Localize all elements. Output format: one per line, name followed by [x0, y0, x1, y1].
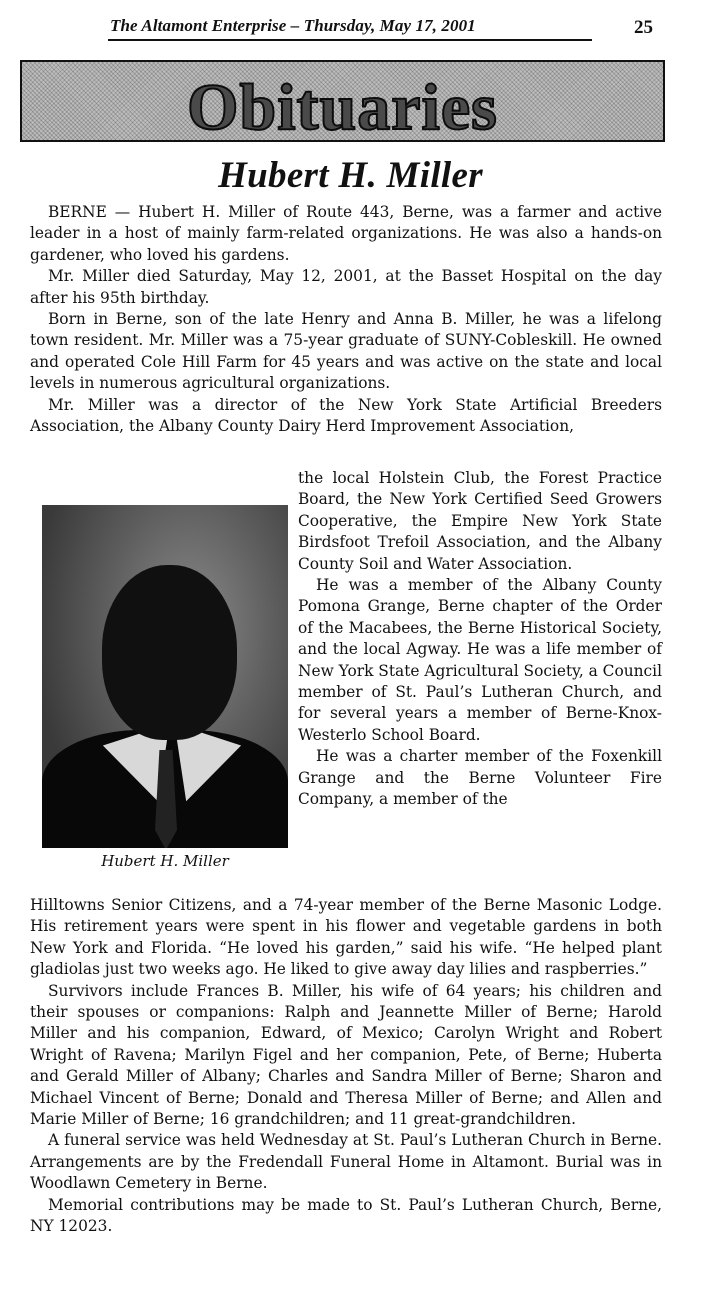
photo-head	[102, 565, 237, 740]
article-headline: Hubert H. Miller	[218, 155, 483, 196]
paragraph: Hilltowns Senior Citizens, and a 74-year member of the Berne Masonic Lodge. His retirement years were spent in his flower and vegetable gardens in both New York and Florida. “He loved his garden,” said his wife. “He helped plant gladiolas just two weeks ago. He liked to give away day lilies and raspberries.”	[30, 896, 662, 979]
paragraph: Memorial contributions may be made to St. Paul’s Lutheran Church, Berne, NY 12023.	[30, 1195, 662, 1236]
portrait-photo	[42, 505, 288, 848]
photo-caption: Hubert H. Miller	[101, 852, 229, 870]
dateline-rule	[108, 39, 592, 41]
paragraph: Survivors include Frances B. Miller, his wife of 64 years; his children and their spouses or companions: Ralph and Jeannette Miller of Berne; Harold Miller and his companion, Edward, of Mexico; Carolyn Wright and Robert Wright of Ravena; Marilyn Figel and her companion, Pete, of Berne; Huberta and Gerald Miller of Albany; Charles and Sandra Miller of Berne; Sharon and Michael Vincent of Berne; Donald and Theresa Miller of Berne; and Allen and Marie Miller of Berne; 16 grandchildren; and 11 great-grandchildren.	[30, 981, 662, 1129]
paragraph: He was a charter member of the Foxenkill Grange and the Berne Volunteer Fire Company, a member of the	[298, 747, 662, 809]
banner-title: Obituaries	[187, 71, 498, 142]
article-body-top	[30, 202, 662, 437]
paragraph: BERNE — Hubert H. Miller of Route 443, Berne, was a farmer and active leader in a host of mainly farm-related organizations. He was also a hands-on gardener, who loved his gardens.	[30, 203, 662, 264]
paragraph: Mr. Miller was a director of the New York State Artificial Breeders Association, the Albany County Dairy Herd Improvement Association,	[30, 395, 662, 436]
article-body-side	[298, 468, 662, 811]
paragraph: A funeral service was held Wednesday at St. Paul’s Lutheran Church in Berne. Arrangements are by the Fredendall Funeral Home in Altamont. Burial was in Woodlawn Cemetery in Berne.	[30, 1131, 662, 1193]
paragraph: Mr. Miller died Saturday, May 12, 2001, at the Basset Hospital on the day after his 95th birthday.	[30, 267, 662, 307]
newspaper-dateline: The Altamont Enterprise – Thursday, May 17, 2001	[110, 16, 476, 35]
obituaries-banner	[20, 60, 665, 142]
page-number: 25	[634, 17, 653, 38]
paragraph: He was a member of the Albany County Pomona Grange, Berne chapter of the Order of the Macabees, the Berne Historical Society, and the local Agway. He was a life member of New York State Agricultural Society, a Council member of St. Paul’s Lutheran Church, and for several years a member of Berne-Knox-Westerlo School Board.	[298, 576, 663, 744]
article-body-bottom	[30, 895, 662, 1238]
paragraph: Born in Berne, son of the late Henry and Anna B. Miller, he was a lifelong town resident. Mr. Miller was a 75-year graduate of SUNY-Cobleskill. He owned and operated Cole Hill Farm for 45 years and was active on the state and local levels in numerous agricultural organizations.	[30, 310, 662, 393]
paragraph: the local Holstein Club, the Forest Practice Board, the New York Certified Seed Growers Cooperative, the Empire New York State Birdsfoot Trefoil Association, and the Albany County Soil and Water Association.	[298, 469, 662, 573]
